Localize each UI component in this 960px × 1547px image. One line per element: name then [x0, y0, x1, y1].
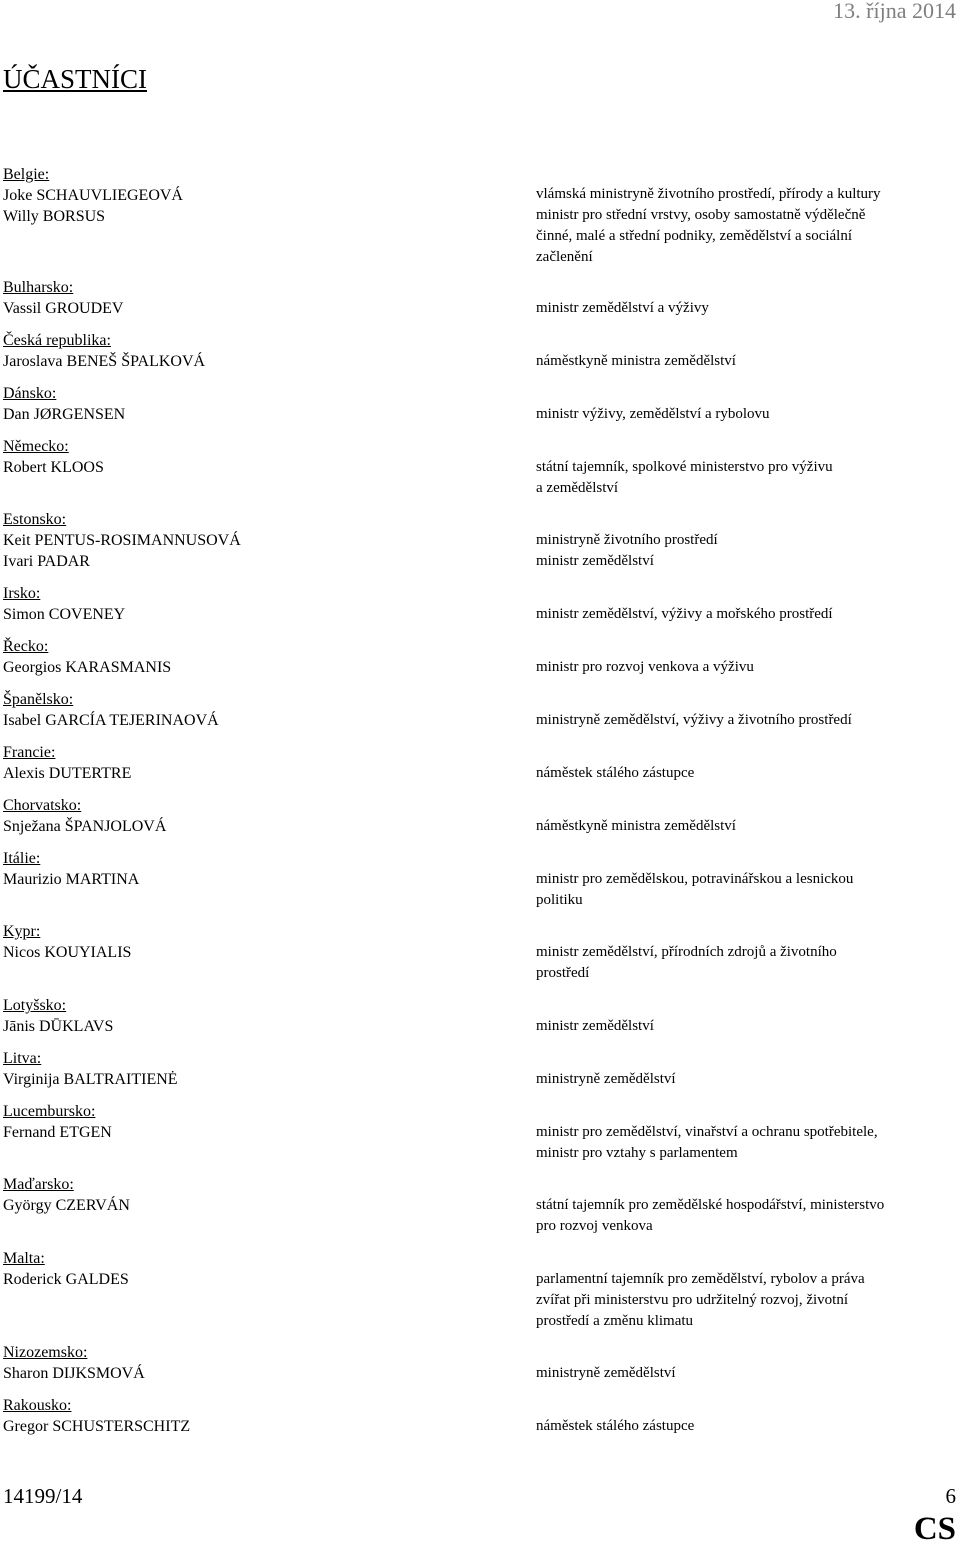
- country-name: Litva:: [3, 1050, 42, 1067]
- country-block: [3, 1174, 513, 1216]
- country-block: [3, 921, 513, 963]
- role-line: činné, malé a střední podniky, zemědělství a sociální: [536, 228, 853, 244]
- country-name: Francie:: [3, 744, 56, 761]
- role-line: ministryně životního prostředí: [536, 532, 718, 548]
- country-name: Maďarsko:: [3, 1176, 74, 1193]
- role-line: ministr zemědělství: [536, 553, 654, 569]
- role-line: ministryně zemědělství: [536, 1071, 676, 1087]
- country-name: Kypr:: [3, 923, 41, 940]
- role-line: parlamentní tajemník pro zemědělství, rybolov a práva: [536, 1271, 865, 1287]
- language-code: CS: [913, 1511, 956, 1547]
- participant-name: György CZERVÁN: [3, 1197, 130, 1214]
- participant-role: [536, 184, 956, 268]
- role-line: ministr zemědělství a výživy: [536, 300, 709, 316]
- role-line: politiku: [536, 892, 583, 908]
- country-block: [3, 277, 513, 319]
- country-block: [3, 164, 513, 227]
- country-name: Lotyšsko:: [3, 997, 67, 1014]
- participant-role: [536, 298, 956, 319]
- country-block: [3, 330, 513, 372]
- participant-name: Jānis DŪKLAVS: [3, 1018, 114, 1035]
- country-name: Irsko:: [3, 585, 41, 602]
- participant-role: [536, 404, 956, 425]
- role-line: náměstek stálého zástupce: [536, 765, 695, 781]
- participant-name: Roderick GALDES: [3, 1271, 129, 1288]
- country-block: [3, 795, 513, 837]
- participant-name: Simon COVENEY: [3, 606, 126, 623]
- document-code: 14199/14: [3, 1484, 83, 1508]
- country-name: Estonsko:: [3, 511, 67, 528]
- role-line: pro rozvoj venkova: [536, 1218, 653, 1234]
- participant-role: [536, 457, 956, 499]
- participant-role: [536, 1363, 956, 1384]
- participant-name: Joke SCHAUVLIEGEOVÁ: [3, 187, 183, 204]
- role-line: a zemědělství: [536, 480, 619, 496]
- participant-role: [536, 1069, 956, 1090]
- participant-role: [536, 604, 956, 625]
- page-title: ÚČASTNÍCI: [3, 64, 148, 94]
- role-line: prostředí: [536, 965, 590, 981]
- participant-name: Alexis DUTERTRE: [3, 765, 132, 782]
- role-line: státní tajemník pro zemědělské hospodářství, ministerstvo: [536, 1197, 885, 1213]
- participant-role: [536, 816, 956, 837]
- country-name: Malta:: [3, 1250, 45, 1267]
- country-name: Belgie:: [3, 166, 50, 183]
- participant-name: Jaroslava BENEŠ ŠPALKOVÁ: [3, 353, 206, 370]
- role-line: ministr pro střední vrstvy, osoby samostatně výdělečně: [536, 207, 866, 223]
- participant-name: Ivari PADAR: [3, 553, 90, 570]
- country-name: Chorvatsko:: [3, 797, 82, 814]
- participant-role: [536, 1016, 956, 1037]
- participant-name: Virginija BALTRAITIENĖ: [3, 1071, 178, 1088]
- page-number: 6: [945, 1484, 956, 1508]
- country-block: [3, 689, 513, 731]
- country-block: [3, 1248, 513, 1290]
- participant-name: Nicos KOUYIALIS: [3, 944, 132, 961]
- participant-name: Georgios KARASMANIS: [3, 659, 172, 676]
- participant-name: Sharon DIJKSMOVÁ: [3, 1365, 145, 1382]
- participant-name: Willy BORSUS: [3, 208, 106, 225]
- participant-name: Keit PENTUS-ROSIMANNUSOVÁ: [3, 532, 241, 549]
- role-line: ministr pro rozvoj venkova a výživu: [536, 659, 754, 675]
- role-line: ministr zemědělství, přírodních zdrojů a životního: [536, 944, 837, 960]
- participant-name: Gregor SCHUSTERSCHITZ: [3, 1418, 191, 1435]
- participant-name: Maurizio MARTINA: [3, 871, 140, 888]
- participant-name: Robert KLOOS: [3, 459, 104, 476]
- country-block: [3, 1048, 513, 1090]
- country-name: Itálie:: [3, 850, 41, 867]
- participant-role: [536, 942, 956, 984]
- role-line: náměstkyně ministra zemědělství: [536, 818, 736, 834]
- country-block: [3, 636, 513, 678]
- participant-name: Vassil GROUDEV: [3, 300, 124, 317]
- participant-role: [536, 1122, 956, 1164]
- country-block: [3, 509, 513, 572]
- document-date: 13. října 2014: [833, 0, 956, 23]
- role-line: náměstkyně ministra zemědělství: [536, 353, 736, 369]
- country-name: Řecko:: [3, 638, 49, 655]
- participant-role: [536, 1195, 956, 1237]
- participant-role: [536, 710, 956, 731]
- country-block: [3, 1342, 513, 1384]
- country-block: [3, 742, 513, 784]
- role-line: ministr pro vztahy s parlamentem: [536, 1145, 738, 1161]
- participant-name: Dan JØRGENSEN: [3, 406, 126, 423]
- participant-role: [536, 763, 956, 784]
- role-line: ministryně zemědělství: [536, 1365, 676, 1381]
- role-line: začlenění: [536, 249, 593, 265]
- participant-role: [536, 351, 956, 372]
- role-line: vlámská ministryně životního prostředí, přírody a kultury: [536, 186, 881, 202]
- role-line: prostředí a změnu klimatu: [536, 1313, 694, 1329]
- country-block: [3, 583, 513, 625]
- country-block: [3, 383, 513, 425]
- role-line: ministr pro zemědělskou, potravinářskou a lesnickou: [536, 871, 854, 887]
- role-line: ministryně zemědělství, výživy a životního prostředí: [536, 712, 852, 728]
- country-name: Nizozemsko:: [3, 1344, 88, 1361]
- participant-name: Isabel GARCÍA TEJERINAOVÁ: [3, 712, 219, 729]
- participant-role: [536, 530, 956, 572]
- country-name: Bulharsko:: [3, 279, 74, 296]
- role-line: státní tajemník, spolkové ministerstvo pro výživu: [536, 459, 833, 475]
- country-name: Lucembursko:: [3, 1103, 96, 1120]
- role-line: náměstek stálého zástupce: [536, 1418, 695, 1434]
- country-block: [3, 1101, 513, 1143]
- country-block: [3, 436, 513, 478]
- country-name: Dánsko:: [3, 385, 57, 402]
- participant-role: [536, 869, 956, 911]
- country-block: [3, 848, 513, 890]
- role-line: ministr zemědělství: [536, 1018, 654, 1034]
- country-name: Česká republika:: [3, 332, 111, 349]
- participant-role: [536, 657, 956, 678]
- role-line: ministr pro zemědělství, vinařství a ochranu spotřebitele,: [536, 1124, 878, 1140]
- country-name: Rakousko:: [3, 1397, 72, 1414]
- role-line: ministr zemědělství, výživy a mořského prostředí: [536, 606, 833, 622]
- participant-name: Fernand ETGEN: [3, 1124, 112, 1141]
- participant-role: [536, 1416, 956, 1437]
- participant-role: [536, 1269, 956, 1332]
- role-line: zvířat při ministerstvu pro udržitelný rozvoj, životní: [536, 1292, 849, 1308]
- country-block: [3, 995, 513, 1037]
- country-block: [3, 1395, 513, 1437]
- role-line: ministr výživy, zemědělství a rybolovu: [536, 406, 770, 422]
- country-name: Španělsko:: [3, 691, 74, 708]
- country-name: Německo:: [3, 438, 69, 455]
- participant-name: Snježana ŠPANJOLOVÁ: [3, 818, 167, 835]
